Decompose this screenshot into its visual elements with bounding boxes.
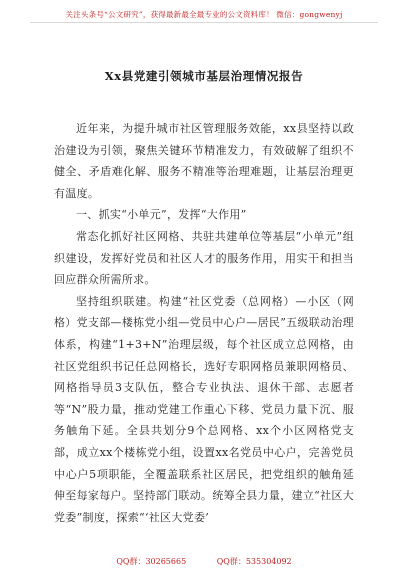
header-promo-note: 关注头条号“公文研究”，获得最新最全最专业的公文资料库！ 微信：gongwenyj xyxy=(65,10,343,19)
body-paragraph-section-1: 常态化抓好社区网格、共驻共建单位等基层“小单元”组织建设，发挥好党员和社区人才的服务作用，用实干和担当回应群众所需所求。 xyxy=(54,229,354,287)
document-title: Xx县党建引领城市基层治理情况报告 xyxy=(104,69,304,83)
footer-contact xyxy=(0,556,408,567)
body-paragraph-organization: 坚持组织联建。构建“社区党委（总网格）—小区（网格）党支部—楼栋党小组—党员中心户—居民”五级联动治理体系，构建“1+3+N”治理层级，每个社区成立总网格，由社区党组织书记任总网格长，选好专职网格员兼职网格员、网格指导员3支队伍，整合专业执法、退休干部、志愿者等“N”股力量，推动党建工作重心下移、党员力量下沉、服务触角下延。全县共划分9个总网格、xx个小区网格党支部，成立xx个楼栋党小组，设置xx名党员中心户，完善党员中心户5项职能，全覆盖联系社区居民，把党组织的触角延伸至每家每户。坚持部门联动。统筹全县力量，建立“社区大党委”制度，探索“‘社区大党委’ xyxy=(54,294,354,524)
header-divider xyxy=(30,22,378,23)
document-body xyxy=(54,118,354,528)
section-heading-1: 一、抓实“小单元”，发挥“大作用” xyxy=(76,208,247,222)
footer-qq-group-2: QQ群：535304092 xyxy=(216,557,292,566)
body-paragraph-intro: 近年来，为提升城市社区管理服务效能，xx县坚持以政治建设为引领，聚焦关键环节精准发力，有效破解了组织不健全、矛盾难化解、服务不精准等治理难题，让基层治理更有温度。 xyxy=(54,122,354,200)
footer-qq-group-1: QQ群：30265665 xyxy=(116,557,187,566)
